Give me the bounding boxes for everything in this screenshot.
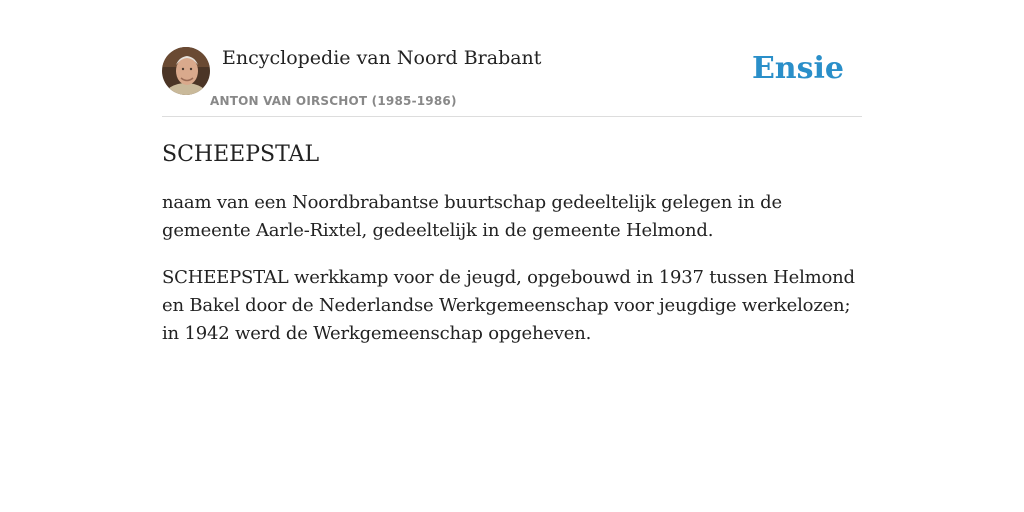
entry-paragraph: SCHEEPSTAL werkkamp voor de jeugd, opgebouwd in 1937 tussen Helmond en Bakel door de Nederlandse Werkgemeenschap voor jeugdige werkelozen; in 1942 werd de Werkgemeenschap opgeheven. (162, 267, 855, 344)
source-title[interactable]: Encyclopedie van Noord Brabant (222, 47, 542, 69)
source-header (162, 46, 862, 117)
author-avatar[interactable] (162, 47, 210, 95)
entry-paragraph: naam van een Noordbrabantse buurtschap gedeeltelijk gelegen in de gemeente Aarle-Rixtel, gedeeltelijk in de gemeente Helmond. (162, 192, 782, 241)
author-photo-icon (162, 47, 210, 95)
entry-content (162, 138, 862, 348)
author-name[interactable]: ANTON VAN OIRSCHOT (1985-1986) (210, 94, 457, 108)
entry-title: SCHEEPSTAL (162, 142, 320, 167)
ensie-logo[interactable]: Ensie (751, 51, 844, 86)
